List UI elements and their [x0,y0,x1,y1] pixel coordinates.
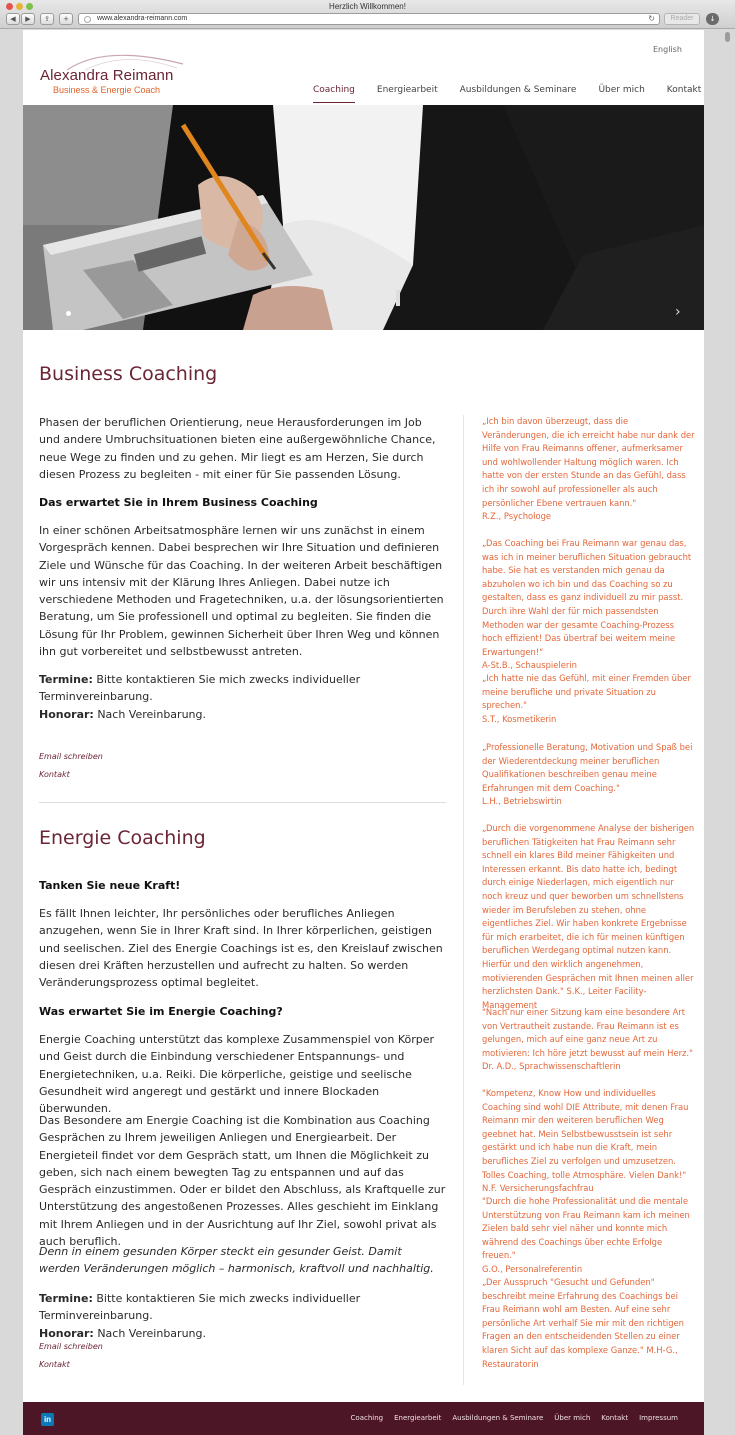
business-email-link[interactable]: Email schreiben [39,752,103,761]
testimonial-text: „Das Coaching bei Frau Reimann war genau das, was ich in meiner beruflichen Situation gebraucht habe. Sie hat es verstanden mich genau da abzuholen wo ich bin und das Coaching so zu gestalten, dass es ganz individuell zu mir passt. Durch ihre Wahl der für mich passendsten Methoden war der gesamte Coaching-Prozess hoch effizient! Das übertraf bei weitem meine Erwartungen!" [482,538,692,657]
forward-icon[interactable]: ▶ [21,13,35,25]
business-body: In einer schönen Arbeitsatmosphäre lernen wir uns zunächst in einem Vorgespräch kennen. Dabei besprechen wir Ihre Situation und definieren Ziele und Wünsche für das Coaching. In der weiteren Arbeit beschäftigen wir uns intensiv mit der Klärung Ihres Anliegen. Dabei nutze ich verschiedene Methoden und Fragetechniken, u.a. der lösungsorientierten Beratung, um Sie professionell und optimal zu begleiten. Sie finden die Lösung für Ihr Problem, gewinnen Sicherheit über Ihren Weg und können ihn gut vorbereitet und selbstbewusst antreten. [39,524,444,659]
nav-ausbildungen[interactable]: Ausbildungen & Seminare [459,85,577,95]
testimonial-item [482,741,696,809]
address-bar[interactable] [78,13,660,25]
downloads-icon[interactable]: ↓ [706,13,719,25]
testimonial-author: R.Z., Psychologe [482,511,552,522]
section-divider [39,802,446,803]
nav-ueber-mich[interactable]: Über mich [598,85,645,95]
testimonial-item [482,1195,696,1277]
globe-icon [84,16,91,23]
testimonial-item [482,672,696,726]
testimonial-item [482,822,696,1012]
testimonial-text: "Durch die hohe Professionalität und die mentale Unterstützung von Frau Reimann kam ich meinen Zielen bald sehr viel näher und konnte mich während des Coachings über echte Erfolge freuen." [482,1196,690,1261]
termine-text: Bitte kontaktieren Sie mich zwecks individueller Terminvereinbarung. [39,673,361,704]
hero-photo [23,105,704,330]
footer-nav-ueber-mich[interactable]: Über mich [554,1414,591,1422]
business-termine [39,671,446,723]
energie-contact-link[interactable]: Kontakt [39,1360,70,1369]
energie-paragraph-3: Das Besondere am Energie Coaching ist die Kombination aus Coaching Gesprächen zu Ihrem jeweiligen Anliegen und Energiearbeit. Der Energieteil findet vor dem Gespräch statt, um Ihnen die Möglichkeit zu geben, sich nach einem bewegten Tag zu entspannen und auf das Gespräch einzustimmen. Oder er bildet den Abschluss, als Kraftquelle zur Unterstützung des angestoßenen Prozesses. Alles geschieht im Einklang mit Ihrem Anliegen und in der Ausrichtung auf Ihr Ziel, sowohl privat als auch beruflich. [39,1114,446,1249]
testimonial-item [482,1006,696,1074]
testimonial-item [482,1087,696,1196]
business-contact-link[interactable]: Kontakt [39,770,70,779]
testimonial-item [482,415,696,524]
footer-nav [340,1414,678,1422]
browser-toolbar [0,0,735,29]
testimonial-author: G.O., Personalreferentin [482,1263,583,1274]
footer-nav-energiearbeit[interactable]: Energiearbeit [394,1414,442,1422]
logo-tagline: Business & Energie Coach [53,85,161,95]
testimonial-text: "Nach nur einer Sitzung kam eine besondere Art von Vertrautheit zustande. Frau Reimann ist es gelungen, mich auf eine ganz neue Art zu motivieren: Ich höre jetzt bewusst auf mein Herz." [482,1007,693,1058]
add-tab-icon[interactable]: + [59,13,73,25]
energie-quote: Denn in einem gesunden Körper steckt ein gesunder Geist. Damit werden Veränderungen möglich – harmonisch, kraftvoll und nachhaltig. [39,1245,434,1276]
testimonial-text: „Ich hatte nie das Gefühl, mit einer Fremden über meine berufliche und private Situation zu sprechen." [482,673,691,711]
energie-subheading-1: Tanken Sie neue Kraft! [39,879,181,892]
slider-next-icon[interactable]: › [675,304,681,320]
share-icon[interactable]: ⇪ [40,13,54,25]
footer-nav-kontakt[interactable]: Kontakt [601,1414,629,1422]
business-title: Business Coaching [39,363,218,385]
termine-label: Termine: [39,673,93,686]
termine-label: Termine: [39,1292,93,1305]
linkedin-icon[interactable]: in [41,1413,54,1426]
nav-coaching[interactable]: Coaching [313,85,355,99]
testimonial-text: „Durch die vorgenommene Analyse der bisherigen beruflichen Tätigkeiten hat Frau Reimann sehr schnell ein klares Bild meiner Fähigkeiten und Interessen erkannt. Bis dato hatte ich, bedingt durch einige Niederlagen, mich eigentlich nur noch kreuz und quer beworben um schnellstens wieder im Berufsleben zu stehen, ohne eigentliches Ziel. Wir haben konkrete Ergebnisse für mich erarbeitet, die ich für meinen künftigen beruflichen Werdegang optimal nutzen kann. Hierfür und den wirklich angenehmen, motivierenden Gesprächen mit Ihnen meinen aller herzlichsten Dank." S.K., Leiter Facility-Management [482,823,695,1010]
webpage [23,30,704,1435]
honorar-label: Honorar: [39,707,94,721]
site-header [23,30,704,105]
termine-text: Bitte kontaktieren Sie mich zwecks individueller Terminvereinbarung. [39,1292,361,1323]
testimonial-item [482,537,696,673]
energie-paragraph-2: Energie Coaching unterstützt das komplexe Zusammenspiel von Körper und Geist durch die Einbindung verschiedener Entspannungs- und Energietechniken, u.a. Reiki. Die körperliche, geistige und seelische Gesundheit wird angeregt und gestärkt und innere Blockaden überwunden. [39,1033,435,1116]
testimonial-text: „Der Ausspruch "Gesucht und Gefunden" beschreibt meine Erfahrung des Coachings bei Frau Reimann wohl am Besten. Auf eine sehr persönliche Art verhalf Sie mir mit den richtigen Fragen an den entscheidenden Stellen zu einer klaren Sicht auf das komplexe Ganze." M.H-G., Restauratorin [482,1277,684,1369]
testimonial-text: "Kompetenz, Know How und individuelles Coaching sind wohl DIE Attribute, mit denen Frau Reimann mir den weiteren beruflichen Weg geebnet hat. Mein Selbstbewusstsein ist sehr gestärkt und ich habe nun die Kraft, mein berufliches Ziel zu verfolgen und umzusetzen. Tolles Coaching, tolle Atmosphäre. Vielen Dank!" N.F. Versicherungsfachfrau [482,1088,689,1194]
testimonial-text: „Ich bin davon überzeugt, dass die Veränderungen, die ich erreicht habe nur dank der Hilfe von Frau Reimanns offener, aufmerksamer und wohlwollender Haltung möglich waren. Ich hatte von der ersten Stunde an das Gefühl, dass ich ihr sowohl auf professioneller als auch persönlicher Ebene vertrauen kann." [482,416,695,508]
footer-nav-coaching[interactable]: Coaching [350,1414,384,1422]
url-text: www.alexandra-reimann.com [97,15,188,22]
testimonial-author: S.T., Kosmetikerin [482,713,557,724]
honorar-text: Nach Vereinbarung. [93,1326,206,1340]
footer-nav-impressum[interactable]: Impressum [639,1414,678,1422]
testimonial-text: „Professionelle Beratung, Motivation und Spaß bei der Wiederentdeckung meiner beruflichen Qualifikationen beschreiben genau meine Erfahrungen mit dem Coaching." [482,742,693,793]
nav-kontakt[interactable]: Kontakt [666,85,702,95]
window-title: Herzlich Willkommen! [329,2,406,11]
site-footer [23,1402,704,1435]
business-subheading: Das erwartet Sie in Ihrem Business Coaching [39,496,318,509]
reader-button[interactable]: Reader [664,13,700,25]
business-intro: Phasen der beruflichen Orientierung, neue Herausforderungen im Job und andere Umbruchsituationen bieten eine außergewöhnliche Chance, neue Wege zu finden und zu gehen. Mir liegt es am Herzen, Sie durch diesen Prozess zu begleiten - mit einer für Sie passenden Lösung. [39,416,436,481]
testimonial-author: Dr. A.D., Sprachwissenschaftlerin [482,1061,621,1072]
scrollbar[interactable] [724,30,731,1404]
energie-termine [39,1290,446,1342]
logo-name[interactable]: Alexandra Reimann [40,67,174,84]
main-nav [313,85,723,99]
energie-email-link[interactable]: Email schreiben [39,1342,103,1351]
energie-subheading-2: Was erwartet Sie im Energie Coaching? [39,1005,283,1018]
testimonial-item [482,1276,696,1371]
back-icon[interactable]: ◀ [6,13,20,25]
reload-icon[interactable]: ↻ [648,14,655,23]
hero-image [23,105,704,330]
slider-dot[interactable] [66,311,71,316]
honorar-label: Honorar: [39,1326,94,1340]
energie-paragraph-1: Es fällt Ihnen leichter, Ihr persönliches oder berufliches Anliegen anzugehen, wenn Sie in Ihrer Kraft sind. In Ihrer körperlichen, geistigen und seelischen. Ziel des Energie Coachings ist es, den Kreislauf zwischen diesen drei Kräften herzustellen und aufrecht zu halten. So werden Veränderungsprozess optimal begleitet. [39,907,443,990]
nav-energiearbeit[interactable]: Energiearbeit [376,85,438,95]
testimonials-sidebar [463,415,693,1385]
testimonial-author: A-St.B., Schauspielerin [482,660,577,671]
honorar-text: Nach Vereinbarung. [93,707,206,721]
scroll-thumb[interactable] [725,32,730,42]
footer-nav-ausbildungen[interactable]: Ausbildungen & Seminare [452,1414,544,1422]
energie-title: Energie Coaching [39,827,206,849]
testimonial-author: L.H., Betriebswirtin [482,796,562,807]
language-link[interactable]: English [653,45,682,54]
